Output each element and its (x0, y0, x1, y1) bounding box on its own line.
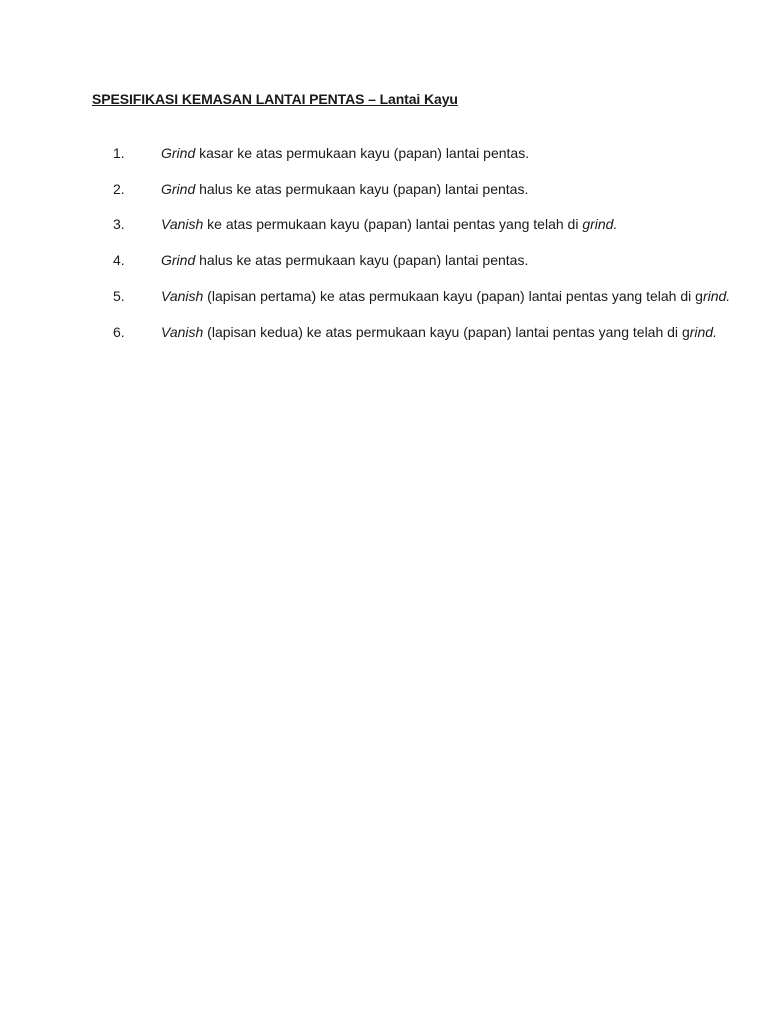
item-tail-plain: g (681, 324, 690, 340)
item-tail-italic: rind. (702, 288, 731, 304)
item-number: 5. (113, 288, 125, 304)
item-number: 6. (113, 324, 125, 340)
item-number: 4. (113, 252, 125, 268)
item-lead-term: Grind (161, 145, 196, 161)
item-tail-plain: g (695, 288, 703, 304)
item-number: 3. (113, 216, 125, 232)
item-body: (lapisan kedua) ke atas permukaan kayu (papan) lantai pentas yang telah di (203, 324, 682, 340)
item-tail-italic: grind. (582, 216, 618, 232)
item-lead-term: Vanish (161, 324, 204, 340)
item-text (161, 144, 529, 162)
item-text (161, 323, 717, 341)
item-lead-term: Vanish (161, 216, 204, 232)
item-body: ke atas permukaan kayu (papan) lantai pentas yang telah di (203, 216, 583, 232)
item-number: 1. (113, 145, 125, 161)
item-body: (lapisan pertama) ke atas permukaan kayu (papan) lantai pentas yang telah di (203, 288, 696, 304)
item-lead-term: Grind (161, 252, 196, 268)
item-body: halus ke atas permukaan kayu (papan) lantai pentas. (195, 252, 529, 268)
document-title: SPESIFIKASI KEMASAN LANTAI PENTAS – Lantai Kayu (92, 91, 458, 107)
item-lead-term: Vanish (161, 288, 204, 304)
item-tail-italic: rind. (689, 324, 717, 340)
item-lead-term: Grind (161, 181, 196, 197)
item-text (161, 287, 730, 305)
item-number: 2. (113, 181, 125, 197)
item-body: halus ke atas permukaan kayu (papan) lantai pentas. (195, 181, 529, 197)
item-text (161, 180, 528, 198)
item-body: kasar ke atas permukaan kayu (papan) lantai pentas. (195, 145, 530, 161)
item-text (161, 251, 528, 269)
item-text (161, 215, 617, 233)
